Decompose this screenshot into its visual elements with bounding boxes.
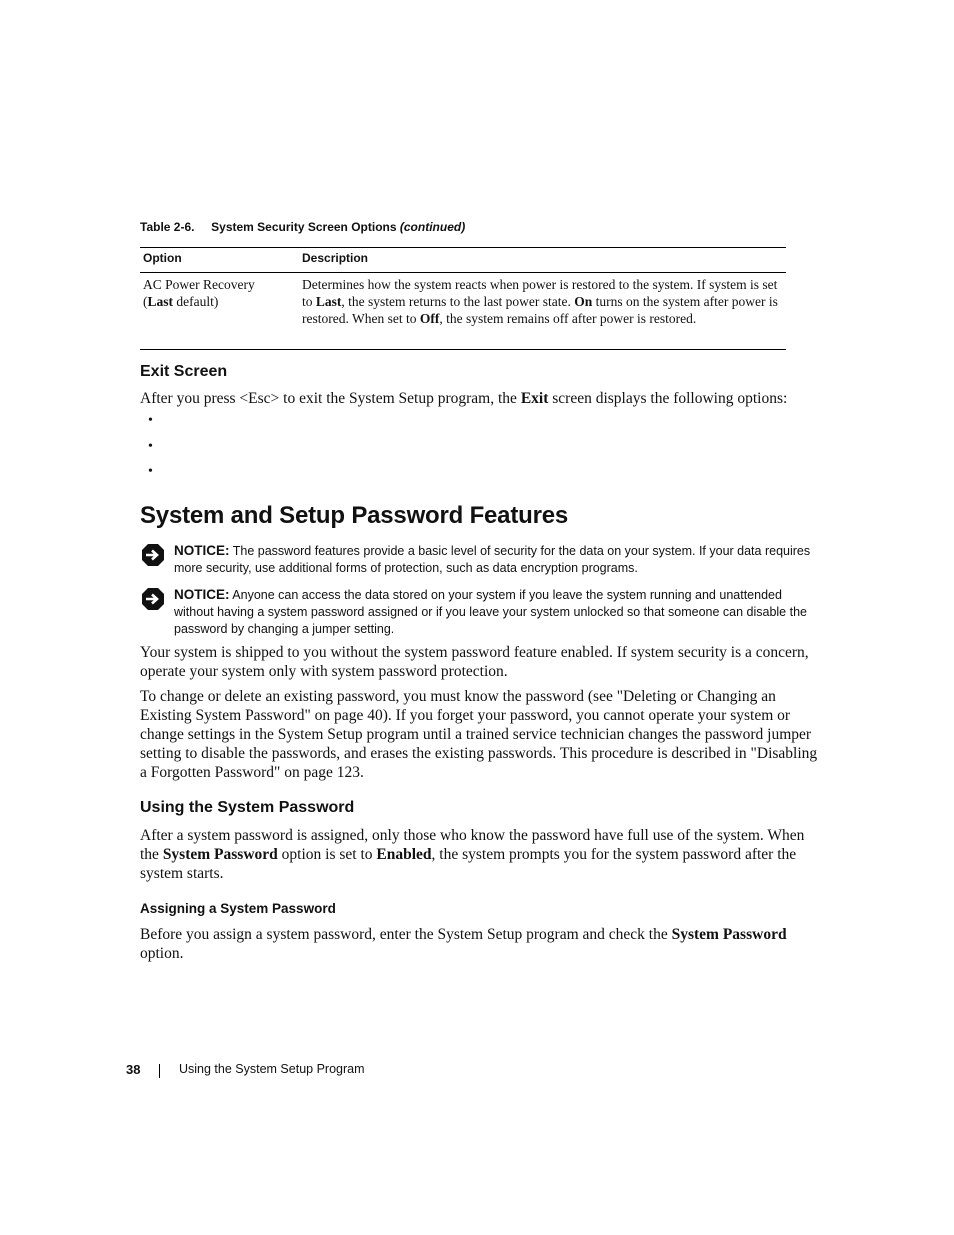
exit-screen-text: After you press <Esc> to exit the System Setup program, the Exit screen displays the following options: xyxy=(140,390,788,407)
paragraph-change-password: To change or delete an existing password, you must know the password (see "Deleting or Changing an Existing System Password" on page 40). If you forget your password, you cannot operate your system or change settings in the System Setup program until a trained service technician changes the password jumper setting to disable the passwords, and erases the existing passwords. This procedure is described in "Disabling a Forgotten Password" on page 123. xyxy=(140,688,818,781)
table-continued: (continued) xyxy=(399,220,466,234)
section-heading: System and Setup Password Features xyxy=(140,502,569,529)
table-caption xyxy=(140,220,465,234)
options-table xyxy=(140,247,786,350)
notice-icon xyxy=(141,543,165,567)
table-title: System Security Screen Options xyxy=(211,220,397,234)
table-header-row xyxy=(140,248,786,273)
table-row xyxy=(140,273,786,349)
option-default: Last xyxy=(147,294,174,309)
notice-label: NOTICE: xyxy=(174,543,230,558)
exit-screen-heading: Exit Screen xyxy=(140,363,228,380)
list-item: • xyxy=(148,413,153,428)
list-item: • xyxy=(148,439,153,454)
assign-password-heading: Assigning a System Password xyxy=(140,901,336,916)
using-password-heading: Using the System Password xyxy=(140,799,355,816)
table-label: Table 2-6. xyxy=(140,220,195,234)
notice-icon xyxy=(141,587,165,611)
notice-1: NOTICE: The password features provide a basic level of security for the data on your system. If your data requires more security, use additional forms of protection, such as data encryption programs. xyxy=(174,543,811,575)
footer-title: Using the System Setup Program xyxy=(179,1062,365,1076)
list-item: • xyxy=(148,464,153,479)
cell-option: AC Power Recovery (Last default) xyxy=(143,277,255,309)
footer-divider xyxy=(159,1064,160,1078)
notice-label: NOTICE: xyxy=(174,587,230,602)
option-name: AC Power Recovery xyxy=(143,277,255,292)
header-option: Option xyxy=(143,251,182,265)
paragraph-shipping: Your system is shipped to you without the system password feature enabled. If system security is a concern, operate your system only with system password protection. xyxy=(140,644,809,680)
cell-description: Determines how the system reacts when power is restored to the system. If system is set to Last, the system returns to the last power state. On turns on the system after power is restored. When set to Off, the system remains off after power is restored. xyxy=(302,277,778,326)
page-number: 38 xyxy=(126,1062,141,1077)
header-description: Description xyxy=(302,251,369,265)
notice-2: NOTICE: Anyone can access the data stored on your system if you leave the system running and unattended without having a system password assigned or if you leave your system unlocked so that someone can disable the password by changing a jumper setting. xyxy=(174,587,807,636)
assign-password-text: Before you assign a system password, enter the System Setup program and check the System Password option. xyxy=(140,926,787,962)
using-password-text: After a system password is assigned, only those who know the password have full use of the system. When the System Password option is set to Enabled, the system prompts you for the system password after the system starts. xyxy=(140,827,805,882)
